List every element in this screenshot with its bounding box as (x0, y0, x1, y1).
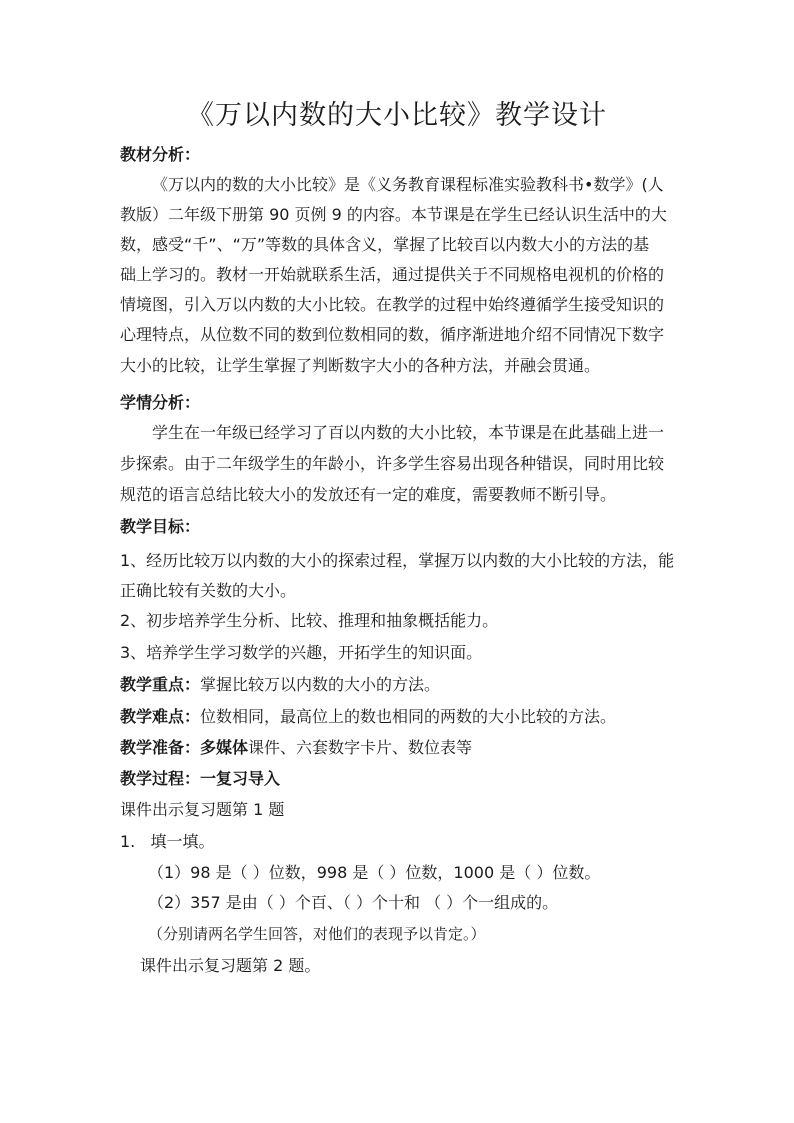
goal-3: 3、培养学生学习数学的兴趣，开拓学生的知识面。 (120, 643, 483, 662)
question-1: （1）98 是（ ）位数，998 是（ ）位数，1000 是（ ）位数。 (148, 863, 601, 882)
question-2: （2）357 是由（ ）个百、（ ）个十和 （ ）个一组成的。 (148, 893, 559, 912)
preparation-bold: 多媒体 (200, 738, 249, 757)
paragraph-line: 《万以内的数的大小比较》是《义务教育课程标准实验教科书•数学》(人 (152, 175, 664, 194)
preparation-row (120, 733, 680, 763)
preparation-label: 教学准备： (120, 738, 201, 757)
process-stage: 一复习导入 (200, 769, 281, 788)
heading-student-analysis: 学情分析： (120, 393, 201, 412)
difficulty-text: 位数相同，最高位上的数也相同的两数的大小比较的方法。 (200, 707, 617, 726)
paragraph-line: 教版）二年级下册第 90 页例 9 的内容。本节课是在学生已经认识生活中的大 (120, 205, 667, 224)
key-point-row (120, 670, 680, 700)
goal-2: 2、初步培养学生分析、比较、推理和抽象概括能力。 (120, 611, 499, 630)
paragraph-line: 规范的语言总结比较大小的发放还有一定的难度，需要教师不断引导。 (120, 485, 617, 504)
paragraph-line: 情境图，引入万以内数的大小比较。在教学的过程中始终遵循学生接受知识的 (120, 295, 665, 314)
exercise-number: 1. (120, 832, 136, 851)
heading-teaching-goals: 教学目标： (120, 517, 201, 536)
paragraph-line: 大小的比较，让学生掌握了判断数字大小的各种方法，并融会贯通。 (120, 356, 601, 375)
key-point-text: 掌握比较万以内数的大小的方法。 (200, 675, 441, 694)
exercise-item (120, 827, 680, 857)
exercise-text: 填一填。 (150, 832, 215, 851)
goal-1-line-1: 1、经历比较万以内数的大小的探索过程，掌握万以内数的大小比较的方法，能 (120, 551, 675, 570)
process-row (120, 764, 680, 794)
paragraph-line: 学生在一年级已经学习了百以内数的大小比较，本节课是在此基础上进一 (152, 423, 665, 442)
paragraph-line: 础上学习的。教材一开始就联系生活，通过提供关于不同规格电视机的价格的 (120, 265, 665, 284)
preparation-text: 课件、六套数字卡片、数位表等 (248, 738, 473, 757)
process-label: 教学过程： (120, 769, 201, 788)
heading-textbook-analysis: 教材分析： (120, 145, 201, 164)
key-point-label: 教学重点： (120, 675, 201, 694)
page-title: 《万以内数的大小比较》教学设计 (187, 100, 607, 131)
teacher-note: （分别请两名学生回答，对他们的表现予以肯定。） (148, 925, 486, 943)
difficulty-row (120, 702, 680, 732)
difficulty-label: 教学难点： (120, 707, 201, 726)
review-2: 课件出示复习题第 2 题。 (140, 956, 321, 975)
goal-1-line-2: 正确比较有关数的大小。 (120, 581, 297, 600)
paragraph-line: 步探索。由于二年级学生的年龄小，许多学生容易出现各种错误，同时用比较 (120, 454, 665, 473)
review-1: 课件出示复习题第 1 题 (120, 800, 285, 819)
paragraph-line: 心理特点，从位数不同的数到位数相同的数，循序渐进地介绍不同情况下数字 (120, 325, 665, 344)
paragraph-line: 数，感受“千”、“万”等数的具体含义，掌握了比较百以内数大小的方法的基 (120, 235, 650, 254)
